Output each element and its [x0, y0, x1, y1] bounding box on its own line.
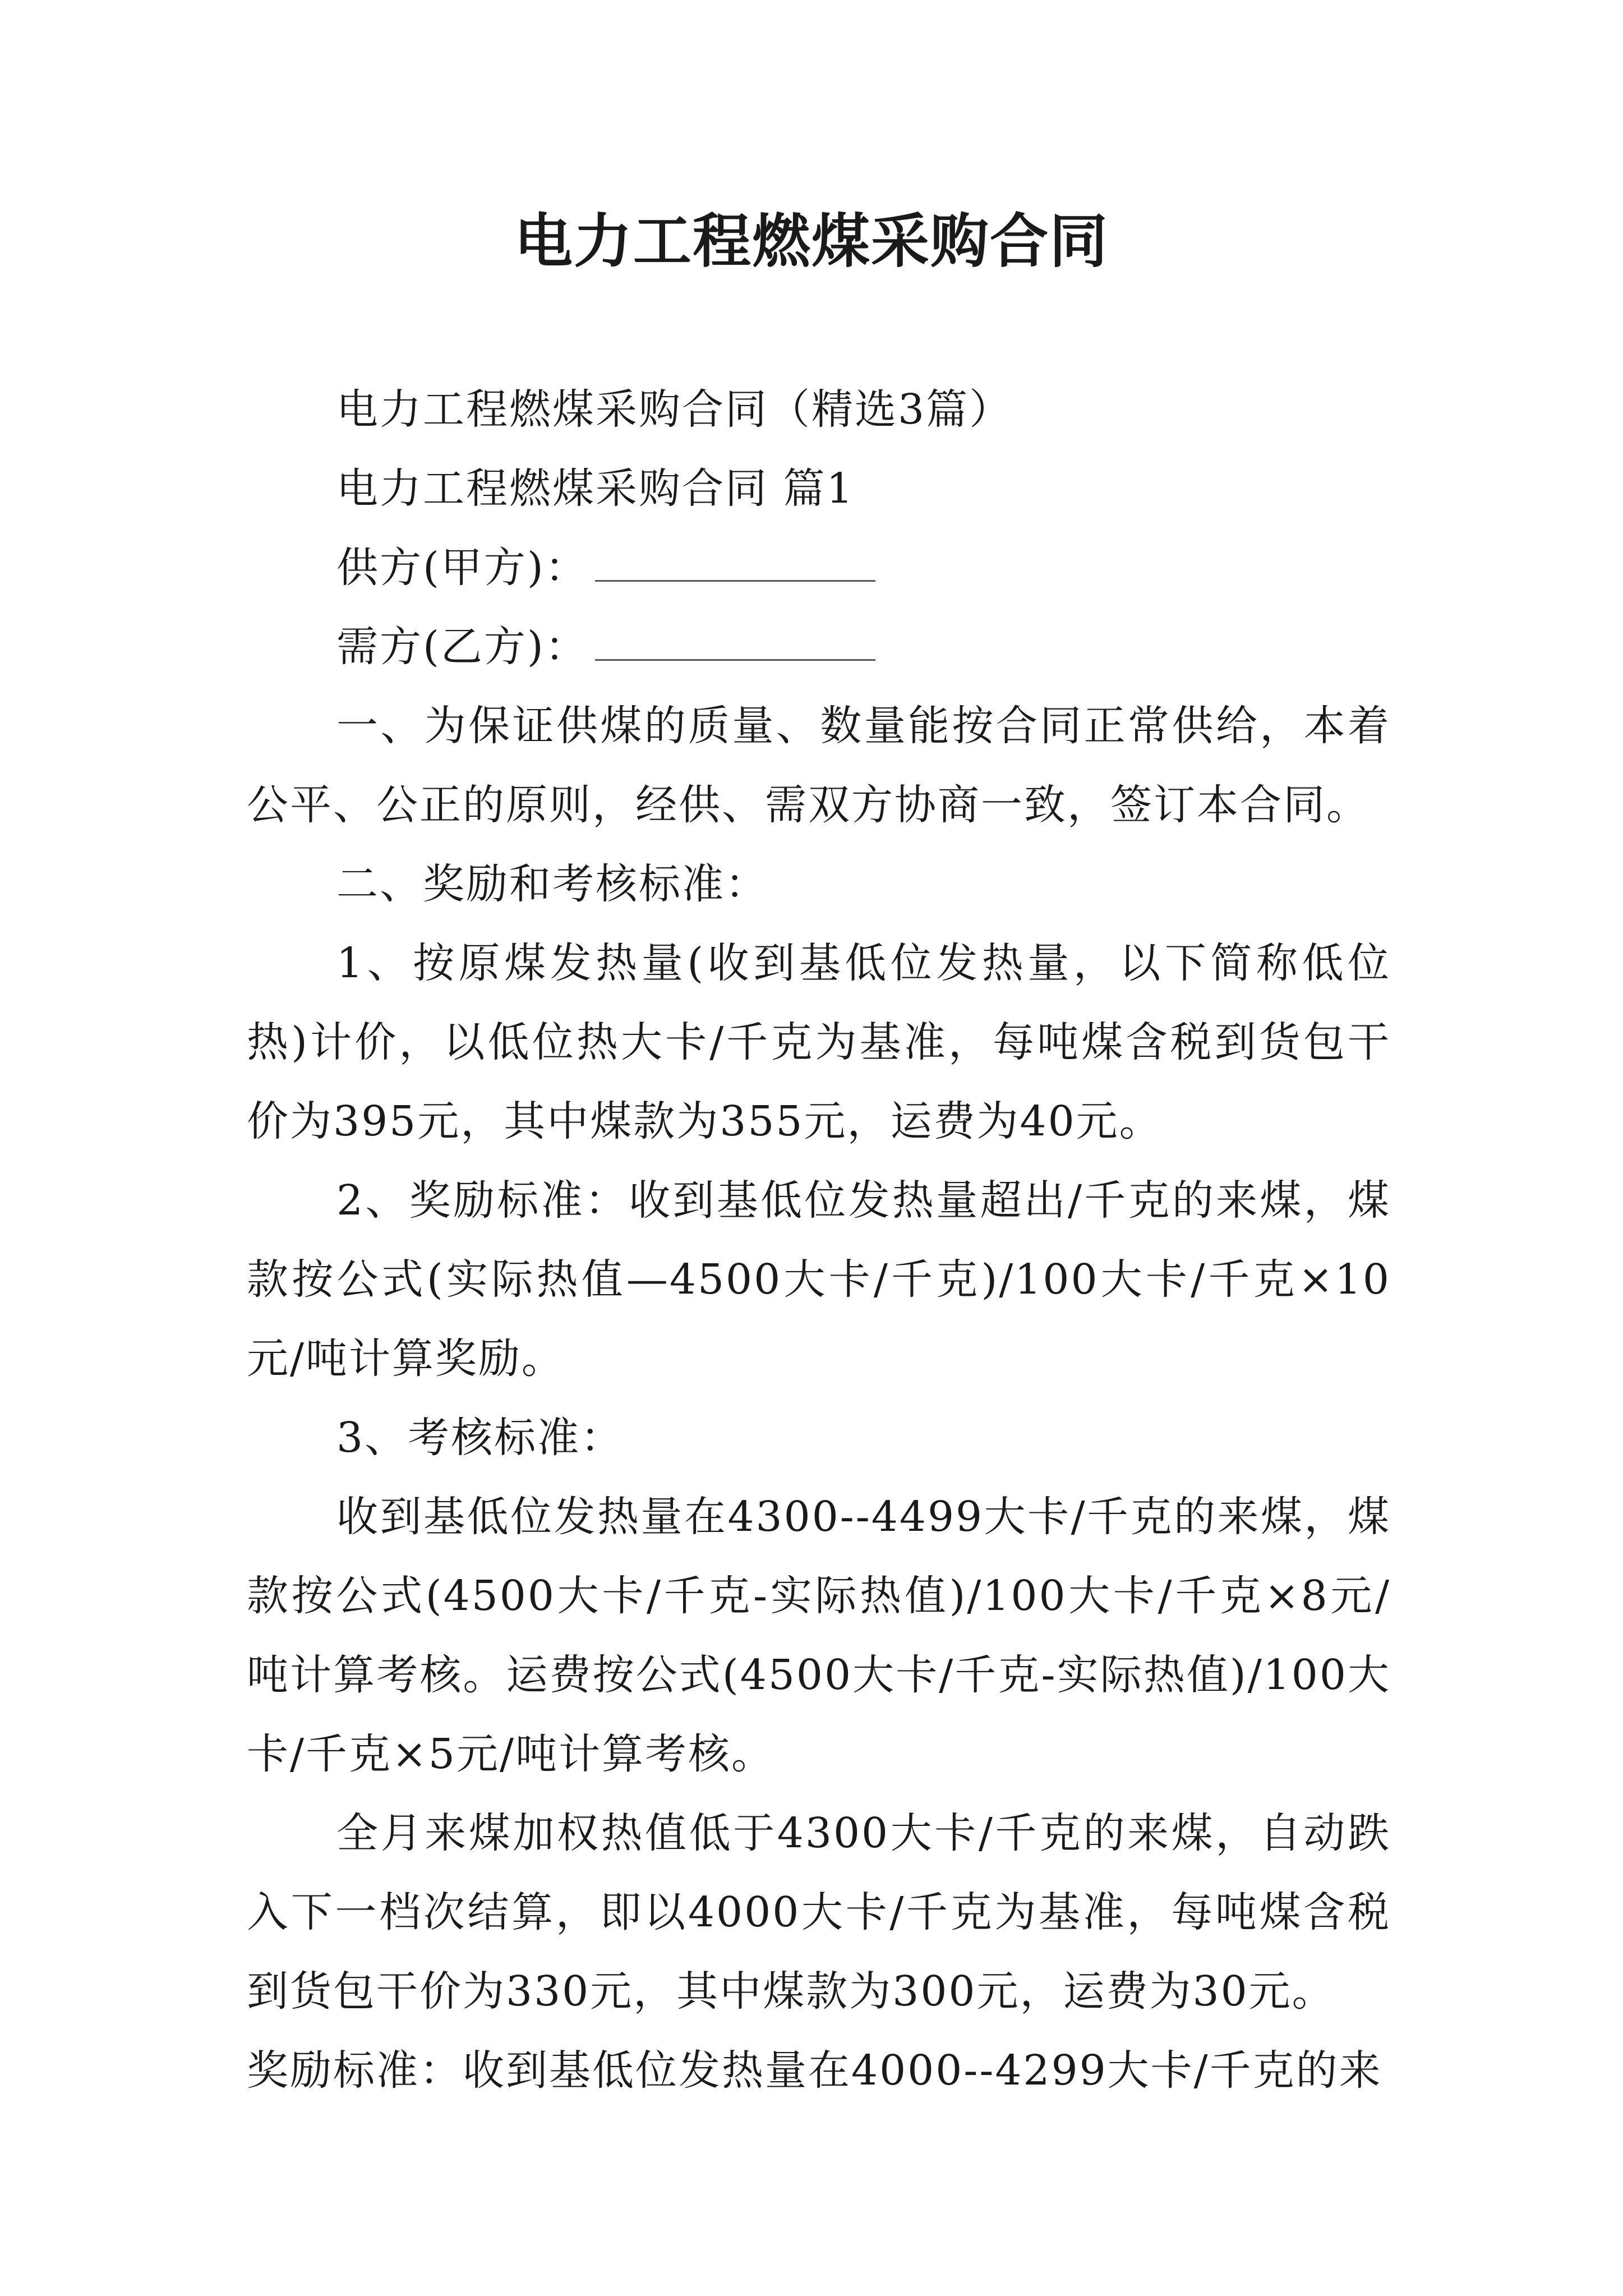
paragraph: 全月来煤加权热值低于4300大卡/千克的来煤，自动跌入下一档次结算，即以4000大卡/千克为基准，每吨煤含税到货包干价为330元，其中煤款为300元，运费为30元。 — [247, 1809, 1391, 2016]
paragraph: 1、按原煤发热量(收到基低位发热量，以下简称低位热)计价，以低位热大卡/千克为基准，每吨煤含税到货包干价为395元，其中煤款为355元，运费为40元。 — [247, 939, 1391, 1145]
document-subtitle: 电力工程燃煤采购合同（精选3篇） — [336, 385, 1013, 434]
document-body — [247, 370, 1391, 2110]
supplier-label: 供方(甲方)： — [336, 544, 588, 592]
paragraph: 一、为保证供煤的质量、数量能按合同正常供给，本着公平、公正的原则，经供、需双方协商一致，签订本合同。 — [247, 702, 1391, 829]
supplier-line — [247, 528, 1391, 608]
paragraph: 2、奖励标准：收到基低位发热量超出/千克的来煤，煤款按公式(实际热值—4500大卡/千克)/100大卡/千克×10元/吨计算奖励。 — [247, 1176, 1391, 1383]
buyer-label: 需方(乙方)： — [336, 623, 588, 671]
section-heading: 电力工程燃煤采购合同 篇1 — [336, 464, 855, 513]
supplier-blank — [595, 541, 875, 582]
paragraph: 3、考核标准： — [336, 1414, 624, 1462]
trailing-line: 奖励标准：收到基低位发热量在4000--4299大卡/千克的来 — [247, 2046, 1382, 2095]
document-title: 电力工程燃煤采购合同 — [514, 206, 1109, 275]
paragraph: 收到基低位发热量在4300--4499大卡/千克的来煤，煤款按公式(4500大卡/千克-实际热值)/100大卡/千克×8元/吨计算考核。运费按公式(4500大卡/千克-实际热值)/100大卡/千克×5元/吨计算考核。 — [247, 1493, 1391, 1778]
buyer-line — [247, 608, 1391, 687]
buyer-blank — [595, 620, 875, 661]
paragraph: 二、奖励和考核标准： — [336, 860, 768, 908]
